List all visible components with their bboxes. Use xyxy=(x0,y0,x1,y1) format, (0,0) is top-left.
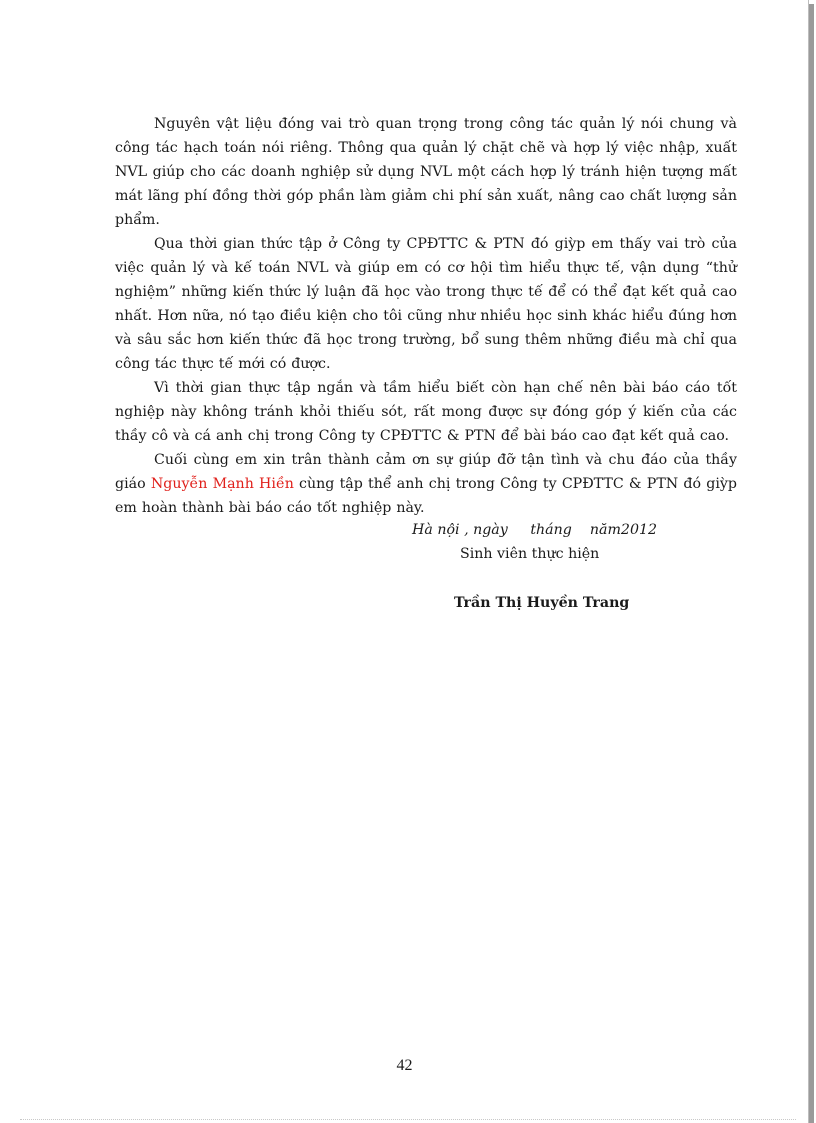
page-bottom-divider xyxy=(20,1119,796,1120)
signature-date-line: Hà nội , ngày tháng năm2012 xyxy=(412,522,658,538)
teacher-name: Nguyễn Mạnh Hiền xyxy=(150,476,294,492)
signature-name: Trần Thị Huyền Trang xyxy=(454,595,630,611)
page-number: 42 xyxy=(396,1057,413,1074)
paragraph-1: Nguyên vật liệu đóng vai trò quan trọng trong công tác quản lý nói chung và công tác hạch toán nói riêng. Thông qua quản lý chặt chẽ và hợp lý việc nhập, xuất NVL giúp cho các doanh nghiệp sử dụng NVL một cách hợp lý tránh hiện tượng mất mát lãng phí đồng thời góp phần làm giảm chi phí sản xuất, nâng cao chất lượng sản phẩm. xyxy=(115,116,737,228)
signature-role: Sinh viên thực hiện xyxy=(460,546,600,562)
page-shadow xyxy=(809,4,814,1123)
paragraph-3: Vì thời gian thực tập ngắn và tầm hiểu biết còn hạn chế nên bài báo cáo tốt nghiệp này không tránh khỏi thiếu sót, rất mong được sự đóng góp ý kiến của các thầy cô và cá anh chị trong Công ty CPĐTTC & PTN để bài báo cao đạt kết quả cao. xyxy=(115,380,737,444)
body-text xyxy=(115,112,737,520)
paragraph-2: Qua thời gian thức tập ở Công ty CPĐTTC & PTN đó giỳp em thấy vai trò của việc quản lý và kế toán NVL và giúp em có cơ hội tìm hiểu thực tế, vận dụng “thử nghiệm” những kiến thức lý luận đã học vào trong thực tế để có thể đạt kết quả cao nhất. Hơn nữa, nó tạo điều kiện cho tôi cũng như nhiều học sinh khác hiểu đúng hơn và sâu sắc hơn kiến thức đã học trong trường, bổ sung thêm những điều mà chỉ qua công tác thực tế mới có được. xyxy=(115,236,737,372)
paragraph-4-start: Cuối cùng em xin trân thành cảm ơn sự giúp đỡ tận tình và chu đáo của thầy giáo xyxy=(115,452,737,492)
paragraph-4-end: cùng tập thể anh chị trong Công ty CPĐTTC & PTN đó giỳp em hoàn thành bài báo cáo tốt nghiệp này. xyxy=(115,476,737,516)
paragraph-4 xyxy=(115,448,737,520)
